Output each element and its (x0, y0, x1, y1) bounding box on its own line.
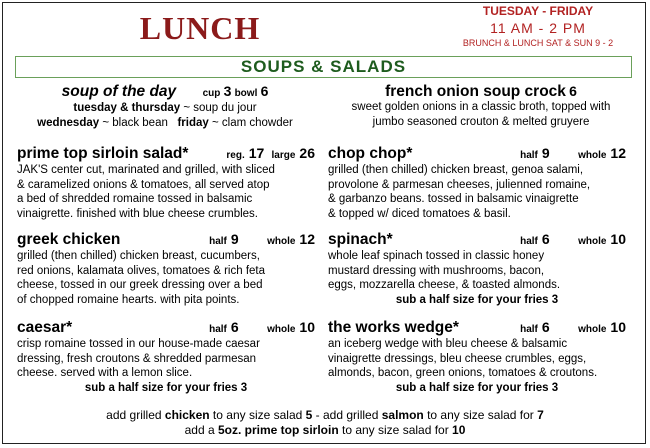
whole-label: whole (267, 236, 296, 247)
item-prices (516, 232, 626, 249)
footer-text: to any size salad for (338, 423, 453, 437)
add-protein-footer (0, 408, 650, 438)
soup-day-fri: friday (177, 116, 209, 129)
item-desc: mustard dressing with mushrooms, bacon, (328, 264, 545, 277)
half-price: 9 (541, 145, 550, 161)
item-desc: eggs, mozzarella cheese, & toasted almonds. (328, 279, 561, 292)
footer-salmon: salmon (381, 408, 424, 422)
half-label: half (520, 236, 538, 247)
cup-price: 3 (223, 83, 232, 99)
whole-label: whole (267, 324, 296, 335)
whole-price: 10 (610, 231, 626, 247)
spinach-salad (328, 232, 626, 307)
footer-text: - add grilled (312, 408, 382, 422)
half-label: half (520, 324, 538, 335)
item-desc: grilled (then chilled) chicken breast, genoa salami, (328, 164, 584, 177)
soup-text-1: ~ soup du jour (180, 102, 257, 115)
caesar-salad (17, 320, 315, 395)
works-wedge-salad (328, 320, 626, 395)
whole-label: whole (578, 324, 607, 335)
half-label: half (520, 150, 538, 161)
item-name: prime top sirloin salad* (17, 145, 189, 162)
footer-text: add grilled (106, 408, 165, 422)
bowl-label: bowl (234, 88, 258, 99)
item-desc: of chopped romaine hearts. with pita points. (17, 293, 240, 306)
item-desc: an iceberg wedge with bleu cheese & balsamic (328, 338, 568, 351)
item-desc: almonds, bacon, green onions, tomatoes & croutons. (328, 367, 598, 380)
item-desc: JAK'S center cut, marinated and grilled, with sliced (17, 164, 275, 177)
soup-days-1: tuesday & thursday (73, 102, 181, 115)
item-desc: cheese. served with a lemon slice. (17, 367, 193, 380)
footer-price: 10 (452, 423, 466, 437)
item-desc: cheese, tossed in our greek dressing over a bed (17, 279, 263, 292)
item-desc: & caramelized onions & tomatoes, all served atop (17, 178, 270, 191)
item-name: soup of the day (61, 83, 177, 100)
bowl-price: 6 (260, 83, 269, 99)
sirloin-salad (17, 146, 315, 221)
hours-block (438, 4, 638, 48)
soup-day-wed: wednesday (37, 116, 100, 129)
item-desc: grilled (then chilled) chicken breast, cucumbers, (17, 250, 260, 263)
item-desc: provolone & parmesan cheeses, julienned romaine, (328, 178, 591, 191)
footer-line-1 (0, 408, 650, 423)
chop-chop-salad (328, 146, 626, 221)
item-desc: vinaigrette. finished with blue cheese crumbles. (17, 207, 258, 220)
large-price: 26 (299, 145, 315, 161)
item-desc: a bed of shredded romaine tossed in balsamic (17, 193, 253, 206)
item-desc: crisp romaine tossed in our house-made caesar (17, 338, 260, 351)
item-desc: dressing, fresh croutons & shredded parmesan (17, 352, 257, 365)
section-header: SOUPS & SALADS (15, 56, 632, 78)
item-prices (516, 320, 626, 337)
item-prices (205, 232, 315, 249)
reg-label: reg. (226, 150, 245, 161)
soup-text-fri: ~ clam chowder (208, 116, 293, 129)
item-desc: jumbo seasoned crouton & melted gruyere (372, 115, 590, 128)
footer-text: to any size salad for (423, 408, 538, 422)
hours-days: TUESDAY - FRIDAY (482, 4, 594, 18)
item-desc: sweet golden onions in a classic broth, topped with (351, 101, 611, 114)
footer-price: 5 (305, 408, 313, 422)
item-desc: & topped w/ diced tomatoes & basil. (328, 207, 511, 220)
item-prices (205, 320, 315, 337)
item-name: chop chop* (328, 145, 413, 162)
cup-label: cup (202, 88, 221, 99)
half-price: 6 (541, 231, 550, 247)
hours-brunch: BRUNCH & LUNCH SAT & SUN 9 - 2 (462, 38, 614, 48)
whole-price: 12 (299, 231, 315, 247)
footer-chicken: chicken (164, 408, 210, 422)
item-price: 6 (569, 83, 577, 99)
footer-sirloin: 5oz. prime top sirloin (217, 423, 339, 437)
half-price: 6 (230, 319, 239, 335)
soup-text-wed: ~ black bean (99, 116, 168, 129)
item-name: the works wedge* (328, 319, 459, 336)
half-label: half (209, 324, 227, 335)
item-name: spinach* (328, 231, 393, 248)
item-desc: whole leaf spinach tossed in classic honey (328, 250, 545, 263)
item-name: french onion soup crock (385, 83, 566, 100)
item-name: caesar* (17, 319, 73, 336)
item-desc: vinaigrette dressings, bleu cheese crumbles, eggs, (328, 352, 587, 365)
item-prices (222, 146, 315, 163)
item-desc: & garbanzo beans. tossed in balsamic vinaigrette (328, 193, 579, 206)
whole-label: whole (578, 236, 607, 247)
greek-chicken-salad (17, 232, 315, 307)
sub-half-note: sub a half size for your fries 3 (395, 381, 559, 394)
whole-label: whole (578, 150, 607, 161)
footer-price: 7 (537, 408, 544, 422)
item-name: greek chicken (17, 231, 121, 248)
whole-price: 10 (610, 319, 626, 335)
footer-text: add a (184, 423, 218, 437)
menu-title: LUNCH (139, 10, 261, 46)
sub-half-note: sub a half size for your fries 3 (395, 293, 559, 306)
french-onion-soup (326, 84, 636, 129)
item-prices (516, 146, 626, 163)
footer-line-2 (0, 423, 650, 438)
footer-text: to any size salad (209, 408, 306, 422)
reg-price: 17 (248, 145, 265, 161)
whole-price: 12 (610, 145, 626, 161)
sub-half-note: sub a half size for your fries 3 (84, 381, 248, 394)
soup-of-the-day (15, 84, 315, 130)
half-price: 9 (230, 231, 239, 247)
large-label: large (271, 150, 296, 161)
half-label: half (209, 236, 227, 247)
whole-price: 10 (299, 319, 315, 335)
hours-time: 11 AM - 2 PM (490, 20, 586, 36)
half-price: 6 (541, 319, 550, 335)
item-desc: red onions, kalamata olives, tomatoes & rich feta (17, 264, 266, 277)
